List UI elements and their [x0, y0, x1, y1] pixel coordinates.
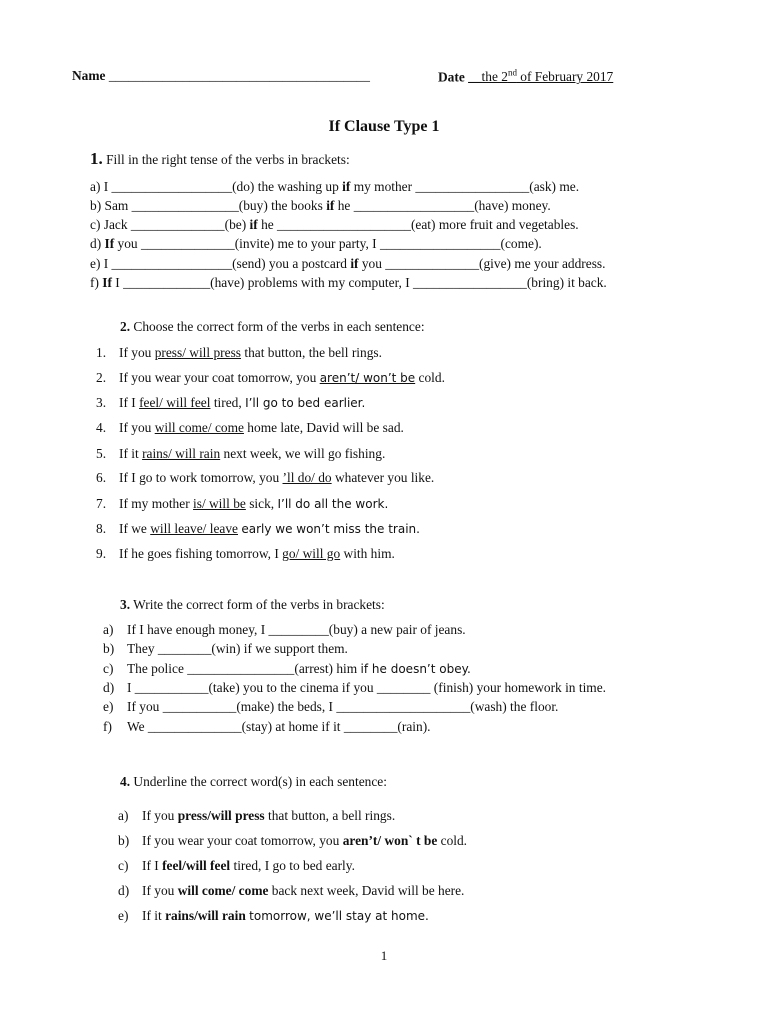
- section-2-item: [96, 521, 420, 537]
- section-2-number: 2.: [120, 319, 131, 334]
- section-3-item: [103, 699, 558, 715]
- section-3-item: [103, 622, 466, 638]
- item-letter: f): [103, 719, 112, 734]
- section-1-instruction: Fill in the right tense of the verbs in brackets:: [106, 152, 350, 167]
- section-4-instruction: Underline the correct word(s) in each sentence:: [133, 774, 387, 789]
- date-field: [438, 68, 613, 85]
- section-4-heading: [120, 774, 387, 790]
- item-letter: d): [118, 883, 130, 898]
- item-keyword: if: [249, 217, 258, 232]
- name-blank: _______________________________________: [108, 68, 370, 83]
- item-number: 5.: [96, 446, 107, 461]
- item-number: 8.: [96, 521, 107, 536]
- item-text: If you ___________(make) the beds, I ____________________(wash) the floor.: [127, 699, 559, 714]
- item-text: tomorrow, we’ll stay at home.: [249, 909, 429, 923]
- item-letter: a): [103, 622, 114, 637]
- item-number: 6.: [96, 470, 107, 485]
- item-keyword: if: [326, 198, 335, 213]
- section-3-item: [103, 661, 471, 677]
- section-1-item: [90, 256, 605, 272]
- item-letter: b): [103, 641, 115, 656]
- section-4-item: [118, 808, 395, 824]
- item-text: you ______________(give) me your address.: [358, 256, 606, 271]
- item-text: If you wear your coat tomorrow, you: [142, 833, 343, 848]
- section-2-item: [96, 395, 365, 411]
- item-text: back next week, David will be here.: [268, 883, 465, 898]
- item-text: with him.: [340, 546, 395, 561]
- item-text: whatever you like.: [331, 470, 435, 485]
- item-letter: b): [118, 833, 130, 848]
- section-1-item: [90, 217, 579, 233]
- item-keyword: If: [102, 275, 112, 290]
- item-number: 9.: [96, 546, 107, 561]
- item-letter: a): [118, 808, 129, 823]
- page-title: If Clause Type 1: [328, 118, 440, 135]
- item-text: e) I __________________(send) you a postcard: [90, 256, 351, 271]
- item-text: c) Jack ______________(be): [90, 217, 250, 232]
- item-letter: e): [118, 908, 129, 923]
- item-number: 7.: [96, 496, 107, 511]
- item-number: 2.: [96, 370, 107, 385]
- item-keyword: if: [342, 179, 351, 194]
- section-2-heading: [120, 319, 425, 335]
- section-4-number: 4.: [120, 774, 131, 789]
- section-1-heading: [90, 149, 350, 169]
- section-3-item: [103, 641, 348, 657]
- item-text: I’ll do all the work.: [277, 497, 389, 511]
- section-3-item: [103, 680, 606, 696]
- page-number: 1: [380, 948, 388, 963]
- section-4-item: [118, 833, 467, 849]
- date-value: __the 2nd of February 2017: [468, 68, 614, 85]
- item-text: sick,: [245, 496, 278, 511]
- item-text: cold.: [415, 370, 445, 385]
- section-2-item: [96, 370, 445, 386]
- item-text: b) Sam ________________(buy) the books: [90, 198, 327, 213]
- item-options: rains/will rain: [165, 908, 246, 923]
- item-text: my mother _________________(ask) me.: [350, 179, 580, 194]
- item-text: next week, we will go fishing.: [220, 446, 386, 461]
- section-2-item: [96, 420, 404, 436]
- item-text: If we: [119, 521, 151, 536]
- name-field: [72, 68, 370, 84]
- item-keyword: If: [104, 236, 115, 251]
- item-text: If you: [119, 345, 155, 360]
- item-text: If I have enough money, I _________(buy) a new pair of jeans.: [127, 622, 466, 637]
- section-2-item: [96, 345, 382, 361]
- item-text: If it: [119, 446, 143, 461]
- section-3-heading: [120, 597, 385, 613]
- section-4-item: [118, 883, 464, 899]
- item-text: that button, a bell rings.: [264, 808, 396, 823]
- item-text: If you wear your coat tomorrow, you: [119, 370, 320, 385]
- section-4-item: [118, 858, 355, 874]
- item-letter: c): [118, 858, 129, 873]
- item-options: aren’t/ won’t be: [319, 371, 416, 385]
- item-text: If you: [142, 808, 178, 823]
- item-text: if he doesn’t obey.: [360, 662, 471, 676]
- item-text: cold.: [437, 833, 468, 848]
- item-text: If I go to work tomorrow, you: [119, 470, 283, 485]
- name-label: Name: [72, 68, 106, 83]
- section-3-number: 3.: [120, 597, 131, 612]
- item-text: tired, I go to bed early.: [230, 858, 355, 873]
- item-letter: c): [103, 661, 114, 676]
- item-options: will come/ come: [154, 420, 244, 435]
- item-options: aren’t/ won` t be: [342, 833, 438, 848]
- item-options: press/ will press: [154, 345, 241, 360]
- item-text: If I: [119, 395, 140, 410]
- item-number: 1.: [96, 345, 107, 360]
- item-letter: e): [103, 699, 114, 714]
- item-text: d): [90, 236, 105, 251]
- section-3-item: [103, 719, 431, 735]
- item-options: press/will press: [177, 808, 265, 823]
- section-2-item: [96, 446, 385, 462]
- item-options: rains/ will rain: [142, 446, 221, 461]
- item-text: If he goes fishing tomorrow, I: [119, 546, 283, 561]
- section-3-instruction: Write the correct form of the verbs in brackets:: [133, 597, 385, 612]
- date-label: Date: [438, 69, 465, 85]
- item-options: go/ will go: [282, 546, 341, 561]
- section-1-item: [90, 236, 542, 252]
- item-text: If you: [119, 420, 155, 435]
- section-1-item: [90, 198, 551, 214]
- item-text: you ______________(invite) me to your party, I __________________(come).: [114, 236, 542, 251]
- item-number: 3.: [96, 395, 107, 410]
- item-text: a) I __________________(do) the washing up: [90, 179, 343, 194]
- item-text: early we won’t miss the train.: [241, 522, 420, 536]
- section-2-instruction: Choose the correct form of the verbs in each sentence:: [133, 319, 425, 334]
- section-2-item: [96, 470, 434, 486]
- item-text: home late, David will be sad.: [243, 420, 404, 435]
- item-options: feel/ will feel: [139, 395, 211, 410]
- item-text: If it: [142, 908, 166, 923]
- item-options: ’ll do/ do: [282, 470, 332, 485]
- section-2-item: [96, 496, 388, 512]
- section-1-item: [90, 179, 579, 195]
- item-text: I’ll go to bed earlier.: [245, 396, 366, 410]
- section-2-item: [96, 546, 395, 562]
- item-text: The police ________________(arrest) him: [127, 661, 361, 676]
- item-letter: d): [103, 680, 115, 695]
- item-options: will leave/ leave: [150, 521, 238, 536]
- item-text: he ____________________(eat) more fruit and vegetables.: [257, 217, 579, 232]
- item-text: tired,: [210, 395, 246, 410]
- section-1-item: [90, 275, 607, 291]
- item-options: feel/will feel: [162, 858, 231, 873]
- item-text: f): [90, 275, 103, 290]
- item-options: is/ will be: [193, 496, 246, 511]
- item-text: If my mother: [119, 496, 194, 511]
- item-keyword: if: [350, 256, 359, 271]
- item-text: We ______________(stay) at home if it ________(rain).: [127, 719, 431, 734]
- item-text: If you: [142, 883, 178, 898]
- section-4-item: [118, 908, 429, 924]
- item-text: If I: [142, 858, 163, 873]
- section-1-number: 1.: [90, 149, 103, 168]
- item-text: They ________(win) if we support them.: [127, 641, 348, 656]
- item-options: will come/ come: [177, 883, 269, 898]
- item-text: I _____________(have) problems with my computer, I _________________(bring) it back.: [111, 275, 607, 290]
- item-text: I ___________(take) you to the cinema if you ________ (finish) your homework in time.: [127, 680, 606, 695]
- item-number: 4.: [96, 420, 107, 435]
- item-text: he __________________(have) money.: [334, 198, 551, 213]
- item-text: that button, the bell rings.: [241, 345, 382, 360]
